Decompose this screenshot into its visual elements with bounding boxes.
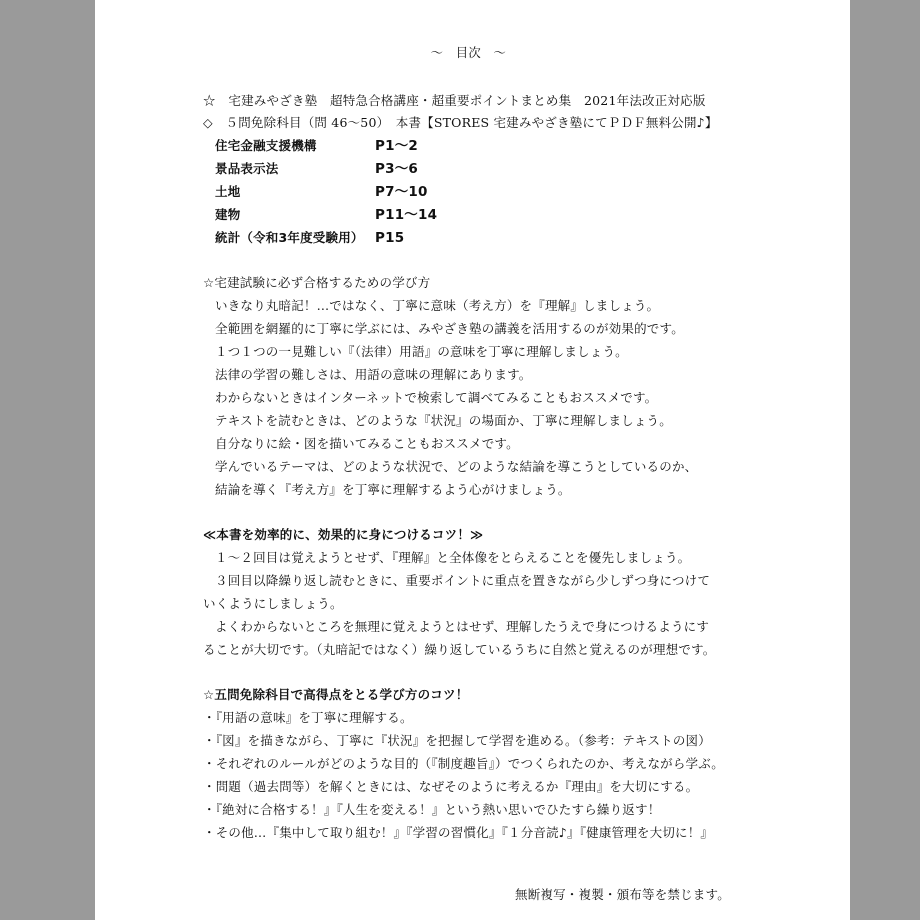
- toc-pages: P3～6: [375, 161, 418, 177]
- body-line: いきなり丸暗記！…ではなく、丁寧に意味（考え方）を『理解』しましょう。: [215, 298, 660, 313]
- section-heading-exempt-tips: ☆五問免除科目で高得点をとる学び方のコツ！: [203, 687, 469, 702]
- body-line: ることが大切です。（丸暗記ではなく）繰り返しているうちに自然と覚えるのが理想です。: [203, 642, 716, 657]
- body-line: １つ１つの一見難しい『（法律）用語』の意味を丁寧に理解しましょう。: [215, 344, 628, 359]
- body-line: テキストを読むときは、どのような『状況』の場面か、丁寧に理解しましょう。: [215, 413, 672, 428]
- toc-row: [215, 181, 428, 204]
- body-line: わからないときはインターネットで検索して調べてみることもおススメです。: [215, 390, 658, 405]
- bullet-item: ・『用語の意味』を丁寧に理解する。: [203, 710, 413, 725]
- toc-subject: 景品表示法: [215, 161, 279, 176]
- toc-subject: 統計（令和3年度受験用）: [215, 230, 364, 245]
- body-line: １～２回目は覚えようとせず、『理解』と全体像をとらえることを優先しましょう。: [215, 550, 691, 565]
- toc-pages: P11～14: [375, 207, 438, 223]
- toc-subject: 建物: [215, 207, 241, 222]
- section-heading-efficient-tips: ≪本書を効率的に、効果的に身につけるコツ！≫: [203, 527, 484, 542]
- body-line: 全範囲を網羅的に丁寧に学ぶには、みやざき塾の講義を活用するのが効果的です。: [215, 321, 684, 336]
- copyright-notice: 無断複写・複製・頒布等を禁じます。: [515, 887, 730, 902]
- toc-pages: P1～2: [375, 138, 418, 154]
- exempt-subjects-line: ◇ ５問免除科目（問 46～50） 本書【STORES 宅建みやざき塾にてＰＤＦ無料公開♪】: [203, 115, 718, 130]
- body-line: 学んでいるテーマは、どのような状況で、どのような結論を導こうとしているのか、: [215, 459, 698, 474]
- bullet-item: ・その他…『集中して取り組む！』『学習の習慣化』『１分音読♪』『健康管理を大切に！』: [203, 825, 714, 840]
- bullet-item: ・『絶対に合格する！』『人生を変える！』という熱い思いでひたすら繰り返す！: [203, 802, 661, 817]
- body-line: よくわからないところを無理に覚えようとはせず、理解したうえで身につけるようにす: [215, 619, 710, 634]
- bullet-item: ・問題（過去問等）を解くときには、なぜそのように考えるか『理由』を大切にする。: [203, 779, 699, 794]
- course-title-line: ☆ 宅建みやざき塾 超特急合格講座・超重要ポイントまとめ集 2021年法改正対応版: [203, 93, 706, 108]
- body-line: ３回目以降繰り返し読むときに、重要ポイントに重点を置きながら少しずつ身につけて: [215, 573, 711, 588]
- toc-subject: 土地: [215, 184, 241, 199]
- toc-row: [215, 227, 405, 250]
- body-line: 法律の学習の難しさは、用語の意味の理解にあります。: [215, 367, 532, 382]
- toc-subject: 住宅金融支援機構: [215, 138, 317, 153]
- bullet-item: ・それぞれのルールがどのような目的（『制度趣旨』）でつくられたのか、考えながら学ぶ。: [203, 756, 724, 771]
- body-line: いくようにしましょう。: [203, 596, 343, 611]
- toc-pages: P15: [375, 230, 405, 246]
- body-line: 自分なりに絵・図を描いてみることもおススメです。: [215, 436, 519, 451]
- body-line: 結論を導く『考え方』を丁寧に理解するよう心がけましょう。: [215, 482, 571, 497]
- document-page: [95, 0, 850, 920]
- bullet-item: ・『図』を描きながら、丁寧に『状況』を把握して学習を進める。（参考：テキストの図）: [203, 733, 711, 748]
- toc-row: [215, 158, 418, 181]
- toc-pages: P7～10: [375, 184, 428, 200]
- toc-row: [215, 204, 438, 227]
- toc-title: ～ 目次 ～: [430, 45, 507, 60]
- toc-row: [215, 135, 418, 158]
- section-heading-study-method: ☆宅建試験に必ず合格するための学び方: [203, 275, 431, 290]
